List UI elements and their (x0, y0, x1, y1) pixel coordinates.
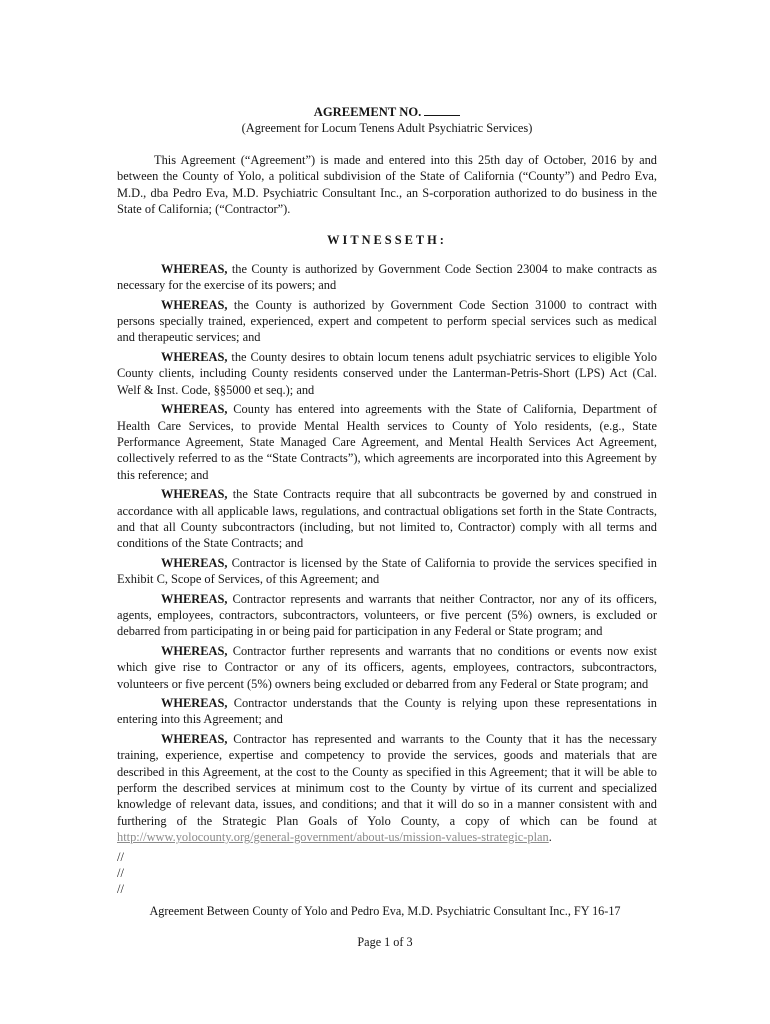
whereas-clause: WHEREAS, the State Contracts require that all subcontracts be governed by and construed in accordance with all applicable laws, regulations, and contractual obligations set forth in the State Contracts, and that all County subcontractors (including, but not limited to, Contractor) comply with all terms and conditions of the State Contracts; and (117, 487, 657, 551)
page-number: Page 1 of 3 (357, 935, 413, 949)
whereas-clause: WHEREAS, the County is authorized by Government Code Section 31000 to contract with persons specially trained, experienced, expert and competent to perform special services such as medical and therapeutic services; and (117, 297, 657, 345)
whereas-clause: WHEREAS, the County is authorized by Government Code Section 23004 to make contracts as necessary for the exercise of its powers; and (117, 261, 657, 293)
whereas-clause: WHEREAS, Contractor is licensed by the State of California to provide the services specified in Exhibit C, Scope of Services, of this Agreement; and (117, 555, 657, 587)
whereas-clause: WHEREAS, Contractor understands that the County is relying upon these representations in entering into this Agreement; and (117, 696, 657, 727)
witnesseth-heading: WITNESSETH: (327, 233, 447, 248)
page-footer: Agreement Between County of Yolo and Pedro Eva, M.D. Psychiatric Consultant Inc., FY 16-17 (149, 904, 621, 918)
whereas-clause: WHEREAS, Contractor further represents and warrants that no conditions or events now exist which give rise to Contractor or any of its officers, agents, employees, contractors, subcontractors, volunteers or five percent (5%) owners being excluded or debarred from any Federal or State program; and (117, 643, 657, 691)
agreement-title: AGREEMENT NO. (117, 104, 657, 120)
continuation-mark: // (117, 866, 124, 881)
continuation-marks (117, 849, 657, 898)
agreement-subtitle: (Agreement for Locum Tenens Adult Psychiatric Services) (241, 121, 533, 136)
whereas-clause: WHEREAS, Contractor represents and warrants that neither Contractor, nor any of its officers, agents, employees, contractors, subcontractors, volunteers, or five percent (5%) owners, is excluded or debarred from participating in or being paid for participation in any Federal or State program; and (117, 591, 657, 639)
intro-paragraph: This Agreement (“Agreement”) is made and entered into this 25th day of October, 2016 by and between the County of Yolo, a political subdivision of the State of California (“County”) and Pedro Eva, M.D., dba Pedro Eva, M.D. Psychiatric Consultant Inc., an S-corporation authorized to do business in the State of California; (“Contractor”). (117, 152, 657, 217)
whereas-clause-strategic-plan: WHEREAS, Contractor has represented and warrants to the County that it has the necessary training, experience, expertise and competency to provide the services, goods and materials that are described in this Agreement, at the cost to the County as specified in this Agreement; that it will be able to perform the described services at minimum cost to the County by virtue of its current and specialized knowledge of relevant data, issues, and conditions; and that it will do so in a manner consistent with and furthering of the Strategic Plan Goals of Yolo County, a copy of which can be found at http://www.yolocounty.org/general-government/about-us/mission-values-strategic-plan. (117, 731, 657, 845)
document-body (117, 104, 657, 898)
continuation-mark: // (117, 849, 124, 864)
continuation-mark: // (117, 882, 124, 897)
agreement-number-blank (424, 104, 460, 116)
whereas-clause: WHEREAS, County has entered into agreements with the State of California, Department of Health Care Services, to provide Mental Health services to County of Yolo residents, (e.g., State Performance Agreement, State Managed Care Agreement, and Mental Health Services Act Agreement, collectively referred to as the “State Contracts”), which agreements are incorporated into this Agreement by this reference; and (117, 402, 657, 482)
whereas-clause: WHEREAS, the County desires to obtain locum tenens adult psychiatric services to eligible Yolo County clients, including County residents conserved under the Lanterman-Petris-Short (LPS) Act (Cal. Welf & Inst. Code, §§5000 et seq.); and (117, 349, 657, 397)
strategic-plan-link[interactable]: http://www.yolocounty.org/general-government/about-us/mission-values-strategic-plan (117, 830, 549, 845)
